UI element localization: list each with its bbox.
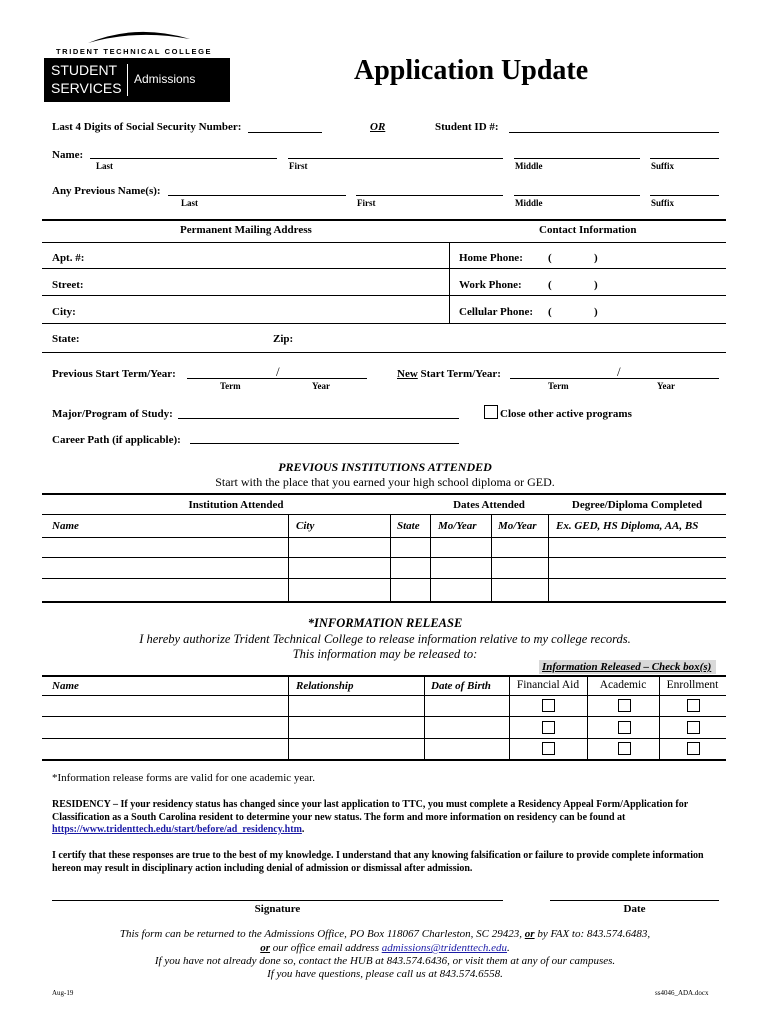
financial-aid-checkbox[interactable] bbox=[542, 699, 555, 712]
table-line bbox=[42, 716, 726, 717]
suffix-caption: Suffix bbox=[651, 161, 675, 171]
address-row-line bbox=[42, 323, 726, 324]
footer-line-3: If you have not already done so, contact the HUB at 843.574.6436, or visit them at any of our campuses. bbox=[154, 955, 616, 967]
col-institution: Institution Attended bbox=[188, 499, 284, 511]
release-h-financial: Financial Aid bbox=[516, 679, 580, 691]
or-label: OR bbox=[370, 121, 386, 133]
table-line bbox=[42, 601, 726, 603]
last-caption: Last bbox=[96, 161, 114, 171]
table-line bbox=[42, 578, 726, 579]
release-h-dob: Date of Birth bbox=[431, 680, 491, 692]
address-divider bbox=[42, 219, 726, 221]
college-name: TRIDENT TECHNICAL COLLEGE bbox=[56, 47, 213, 56]
academic-checkbox[interactable] bbox=[618, 699, 631, 712]
mailing-address-header: Permanent Mailing Address bbox=[180, 224, 312, 236]
release-line-2: This information may be released to: bbox=[292, 647, 478, 661]
release-h-academic: Academic bbox=[599, 679, 647, 691]
date-code: Aug-19 bbox=[52, 989, 74, 997]
ssn-field[interactable] bbox=[248, 132, 322, 133]
h-name: Name bbox=[52, 520, 79, 532]
release-h-relationship: Relationship bbox=[296, 680, 354, 692]
middle-name-field[interactable] bbox=[514, 158, 640, 159]
page-title: Application Update bbox=[354, 55, 589, 86]
ssn-label: Last 4 Digits of Social Security Number: bbox=[52, 121, 242, 133]
enrollment-checkbox[interactable] bbox=[687, 721, 700, 734]
h-moyear-1: Mo/Year bbox=[438, 520, 477, 532]
table-column-divider bbox=[288, 514, 289, 601]
h-city: City bbox=[296, 520, 315, 532]
paren: ( bbox=[548, 279, 552, 291]
student-services-logo: STUDENT SERVICES Admissions bbox=[44, 58, 230, 102]
table-line bbox=[42, 759, 726, 761]
date-label: Date bbox=[623, 903, 646, 915]
year-caption: Year bbox=[312, 381, 330, 391]
apt-label: Apt. #: bbox=[52, 252, 85, 264]
table-line bbox=[42, 695, 726, 696]
middle-caption: Middle bbox=[515, 161, 543, 171]
paren: ) bbox=[594, 279, 598, 291]
paren: ( bbox=[548, 252, 552, 264]
name-label: Name: bbox=[52, 149, 84, 161]
logo-swoosh bbox=[86, 25, 192, 45]
zip-label: Zip: bbox=[273, 333, 294, 345]
prev-last-field[interactable] bbox=[168, 195, 346, 196]
new-term-label: New Start Term/Year: bbox=[397, 368, 501, 380]
address-row-line bbox=[42, 242, 726, 243]
prev-suffix-caption: Suffix bbox=[651, 198, 675, 208]
table-column-divider bbox=[424, 675, 425, 759]
footer-line-1: This form can be returned to the Admissions Office, PO Box 118067 Charleston, SC 29423, or by FAX to: 843.574.6483, bbox=[119, 928, 651, 940]
slash: / bbox=[617, 364, 621, 379]
major-field[interactable] bbox=[178, 418, 459, 419]
financial-aid-checkbox[interactable] bbox=[542, 721, 555, 734]
prev-last-caption: Last bbox=[181, 198, 199, 208]
table-line bbox=[42, 557, 726, 558]
footer-line-4: If you have questions, please call us at 843.574.6558. bbox=[267, 968, 503, 980]
first-caption: First bbox=[289, 161, 308, 171]
close-programs-checkbox[interactable] bbox=[484, 405, 498, 419]
slash: / bbox=[276, 364, 280, 379]
academic-checkbox[interactable] bbox=[618, 721, 631, 734]
email-link[interactable]: admissions@tridenttech.edu bbox=[381, 942, 508, 954]
signature-line[interactable] bbox=[52, 900, 503, 901]
student-id-label: Student ID #: bbox=[435, 121, 499, 133]
term-caption: Term bbox=[220, 381, 241, 391]
enrollment-checkbox[interactable] bbox=[687, 699, 700, 712]
release-h-enrollment: Enrollment bbox=[666, 679, 719, 691]
release-title: *INFORMATION RELEASE bbox=[307, 616, 463, 630]
residency-note: RESIDENCY – If your residency status has changed since your last application to TTC, you must complete a Residency Appeal Form/Application for Classification as a South Carolina resident to determine your new status. The form and more information on residency can be found at https://www.tridenttech.edu/start/before/ad_residency.htm. bbox=[52, 799, 688, 835]
year-caption: Year bbox=[657, 381, 675, 391]
release-line-1: I hereby authorize Trident Technical College to release information relative to my college records. bbox=[139, 632, 631, 646]
career-path-label: Career Path (if applicable): bbox=[52, 434, 181, 446]
table-line bbox=[42, 514, 726, 515]
col-dates: Dates Attended bbox=[453, 499, 525, 511]
previous-name-label: Any Previous Name(s): bbox=[52, 185, 161, 197]
last-name-field[interactable] bbox=[90, 158, 277, 159]
release-h-name: Name bbox=[52, 680, 79, 692]
contact-info-header: Contact Information bbox=[539, 224, 637, 236]
new-term-field[interactable] bbox=[510, 378, 719, 379]
institutions-subtitle: Start with the place that you earned your high school diploma or GED. bbox=[215, 475, 555, 489]
first-name-field[interactable] bbox=[288, 158, 503, 159]
home-phone-label: Home Phone: bbox=[459, 252, 523, 264]
address-row-line bbox=[42, 268, 726, 269]
prev-first-caption: First bbox=[357, 198, 376, 208]
table-column-divider bbox=[288, 675, 289, 759]
financial-aid-checkbox[interactable] bbox=[542, 742, 555, 755]
prev-suffix-field[interactable] bbox=[650, 195, 719, 196]
prev-middle-field[interactable] bbox=[514, 195, 640, 196]
table-line bbox=[42, 738, 726, 739]
major-label: Major/Program of Study: bbox=[52, 408, 173, 420]
city-label: City: bbox=[52, 306, 76, 318]
academic-checkbox[interactable] bbox=[618, 742, 631, 755]
paren: ) bbox=[594, 306, 598, 318]
table-top-border bbox=[42, 493, 726, 495]
address-row-line bbox=[42, 295, 726, 296]
street-label: Street: bbox=[52, 279, 84, 291]
check-header: Information Released – Check box(s) bbox=[542, 661, 712, 673]
doc-code: ss4046_ADA.docx bbox=[655, 989, 709, 997]
table-column-divider bbox=[430, 514, 431, 601]
address-column-divider bbox=[449, 242, 450, 324]
table-column-divider bbox=[491, 514, 492, 601]
prev-middle-caption: Middle bbox=[515, 198, 543, 208]
valid-note: *Information release forms are valid for one academic year. bbox=[52, 772, 315, 784]
cell-phone-label: Cellular Phone: bbox=[459, 306, 534, 318]
work-phone-label: Work Phone: bbox=[459, 279, 522, 291]
table-column-divider bbox=[548, 514, 549, 601]
table-column-divider bbox=[390, 514, 391, 601]
term-caption: Term bbox=[548, 381, 569, 391]
institutions-title: PREVIOUS INSTITUTIONS ATTENDED bbox=[278, 460, 492, 474]
paren: ( bbox=[548, 306, 552, 318]
suffix-field[interactable] bbox=[650, 158, 719, 159]
close-programs-label: Close other active programs bbox=[500, 408, 632, 420]
h-state: State bbox=[397, 520, 420, 532]
enrollment-checkbox[interactable] bbox=[687, 742, 700, 755]
residency-link[interactable]: https://www.tridenttech.edu/start/before/ad_residency.htm bbox=[52, 824, 302, 835]
signature-label: Signature bbox=[254, 903, 301, 915]
prev-first-field[interactable] bbox=[356, 195, 503, 196]
certify-note: I certify that these responses are true to the best of my knowledge. I understand that any knowing falsification or failure to provide complete information hereon may result in disciplinary action including denial of admission or dismissal after admission. bbox=[52, 850, 704, 874]
paren: ) bbox=[594, 252, 598, 264]
col-degree: Degree/Diploma Completed bbox=[571, 499, 703, 511]
table-line bbox=[42, 537, 726, 538]
career-path-field[interactable] bbox=[190, 443, 459, 444]
h-example: Ex. GED, HS Diploma, AA, BS bbox=[556, 520, 699, 532]
state-label: State: bbox=[52, 333, 80, 345]
date-line[interactable] bbox=[550, 900, 719, 901]
previous-term-label: Previous Start Term/Year: bbox=[52, 368, 176, 380]
table-top-border bbox=[42, 675, 726, 677]
footer-line-2: or our office email address admissions@tridenttech.edu. bbox=[260, 942, 510, 954]
address-row-line bbox=[42, 352, 726, 353]
student-id-field[interactable] bbox=[509, 132, 719, 133]
h-moyear-2: Mo/Year bbox=[498, 520, 537, 532]
